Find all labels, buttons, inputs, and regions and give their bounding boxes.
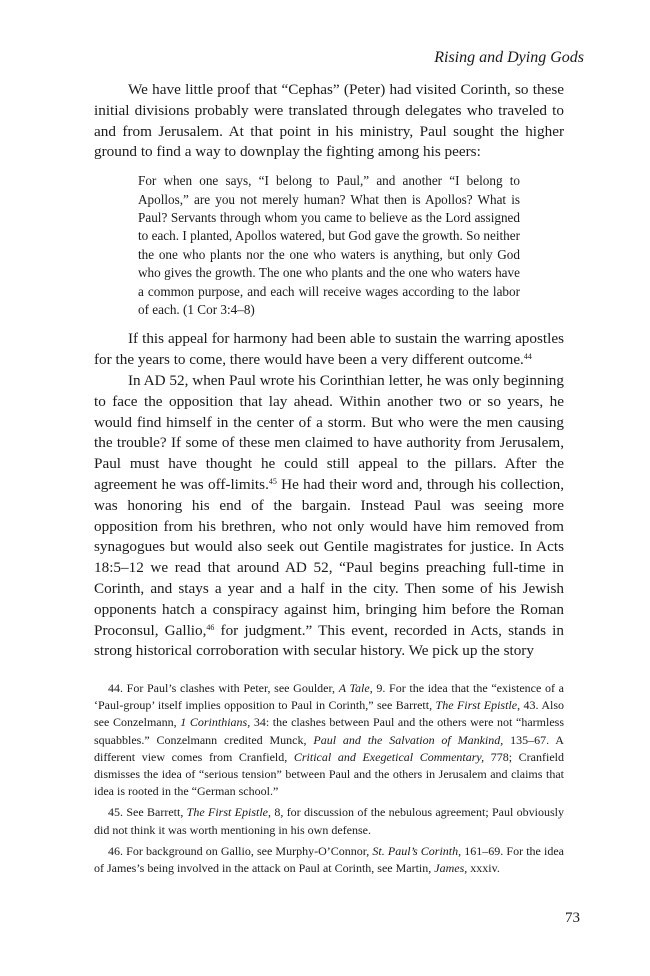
page-number: 73 [565, 910, 580, 926]
footnote-44-text: , 34: the clashes between Paul and the others were not “harmless squabbles.” Conzelmann credited Munck, [94, 715, 564, 747]
paragraph-1: We have little proof that “Cephas” (Peter) had visited Corinth, so these initial divisions probably were translated through delegates who traveled to and from Jerusalem. At that point in his ministry, Paul sought the higher ground to find a way to downplay the fighting among his peers: [94, 81, 564, 161]
running-head: Rising and Dying Gods [434, 49, 584, 66]
footnote-46-text: , 161–69. For the idea of James’s being involved in the attack on Paul at Corinth, see Martin, [94, 843, 565, 876]
footnote-45-title: The First Epistle [186, 805, 269, 820]
paragraph-3-text-b: He had their word and, through his collection, was honoring his end of the bargain. Instead Paul was seeing more opposition from his brethren, who not only would have him removed from synagogues but would also seek out Gentile magistrates for justice. In Acts 18:5–12 we read that around AD 52, “Paul begins preaching full-time in Corinth, and stays a year and a half in the city. Then some of his Jewish opponents hatch a conspiracy against him, bringing him before the Roman Proconsul, Gallio, [94, 476, 564, 639]
footnote-46-title: St. Paul’s Corinth [372, 843, 459, 858]
paragraph-3 [94, 371, 564, 662]
footnote-44-text: , 9. For the idea that the “existence of a ‘Paul-group’ itself implies opposition to Paul in Corinth,” see Barrett, [94, 681, 564, 713]
footnote-46-text: For background on Gallio, see Murphy-O’Connor, [126, 843, 373, 858]
footnote-46 [94, 843, 564, 877]
note-ref-44[interactable]: 44 [523, 352, 532, 362]
note-ref-46[interactable]: 46 [206, 622, 215, 632]
footnote-44-text: 778; Cranfield dismisses the idea of “serious tension” between Paul and the others in Jerusalem and claims that idea is rooted in the “German school.” [94, 749, 564, 799]
footnote-44-title: Paul and the Salvation of Mankind [313, 732, 501, 747]
footnote-46-text: , xxxiv. [464, 861, 500, 876]
footnote-44-text: , 43. Also see Conzelmann, [94, 698, 564, 730]
footnote-46-title: James [434, 861, 465, 876]
paragraph-3-text-c: for judgment.” This event, recorded in Acts, stands in strong historical corroboration with secular history. We pick up the story [94, 621, 564, 660]
block-quote: For when one says, “I belong to Paul,” and another “I belong to Apollos,” are you not merely human? What then is Apollos? What is Paul? Servants through whom you came to believe as the Lord assigned to each. I planted, Apollos watered, but God gave the growth. So neither the one who plants nor the one who waters is anything, but only God who gives the growth. The one who plants and the one who waters have a common purpose, and each will receive wages according to the labor of each. (1 Cor 3:4–8) [138, 173, 520, 318]
footnote-45-number: 45. [108, 805, 123, 820]
footnote-44-title: A Tale [338, 681, 370, 695]
footnotes [94, 680, 564, 881]
footnote-45 [94, 804, 564, 838]
body-text [94, 80, 564, 662]
footnote-44-text: For Paul’s clashes with Peter, see Goulder, [126, 681, 339, 695]
paragraph-2 [94, 329, 564, 371]
footnote-44-title: 1 Corinthians [180, 715, 248, 730]
note-ref-45[interactable]: 45 [268, 477, 277, 487]
footnote-44-title: The First Epistle [435, 698, 518, 713]
paragraph-3-text-a: In AD 52, when Paul wrote his Corinthian letter, he was only beginning to face the opposition that lay ahead. Within another two or so years, he would find himself in the center of a storm. But who were the men causing the trouble? If some of these men claimed to have authority from Jerusalem, Paul must have thought he could still appeal to the pillars. After the agreement he was off-limits. [94, 372, 564, 494]
footnote-44 [94, 680, 564, 800]
footnote-44-number: 44. [108, 681, 123, 695]
footnote-45-text: , 8, for discussion of the nebulous agreement; Paul obviously did not think it was worth mentioning in his own defense. [94, 805, 564, 837]
footnote-46-number: 46. [108, 843, 123, 858]
footnote-45-text: See Barrett, [126, 805, 187, 820]
paragraph-2-text: If this appeal for harmony had been able to sustain the warring apostles for the years to come, there would have been a very different outcome. [94, 330, 564, 369]
footnote-44-text: , 135–67. A different view comes from Cranfield, [94, 732, 564, 764]
footnote-44-title: Critical and Exegetical Commentary, [293, 749, 485, 764]
